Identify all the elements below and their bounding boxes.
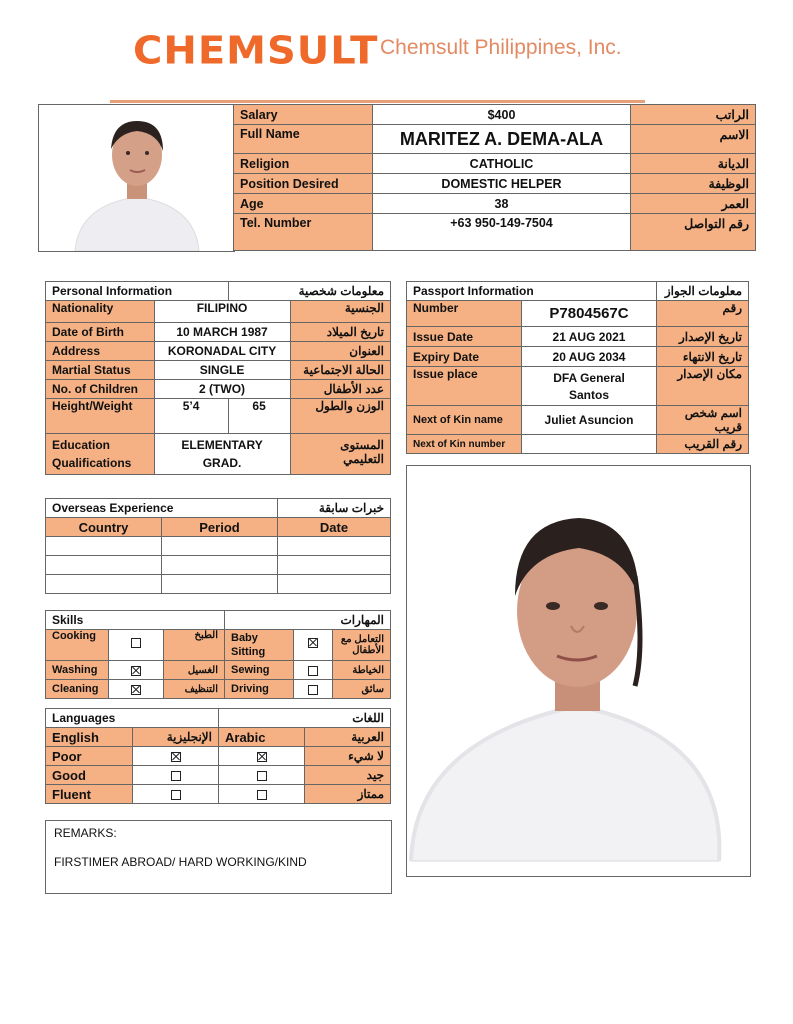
religion-label: Religion <box>234 154 373 174</box>
marital-label: Martial Status <box>46 361 155 380</box>
passport-number-value: P7804567C <box>522 301 657 327</box>
overseas-cell <box>278 537 391 556</box>
checkbox-empty <box>171 771 181 781</box>
issue-date-label-ar: تاريخ الإصدار <box>657 327 749 347</box>
tel-label-ar: رقم التواصل <box>631 214 756 251</box>
checkbox-checked <box>171 752 181 762</box>
address-value: KORONADAL CITY <box>154 342 290 361</box>
issue-place-label: Issue place <box>407 367 522 406</box>
small-photo-frame <box>38 104 235 252</box>
language-arabic-label-ar: العربية <box>305 728 391 747</box>
skill-washing-check <box>109 661 164 680</box>
education-label-line1: Education <box>52 438 111 452</box>
skill-sewing-label: Sewing <box>225 661 294 680</box>
checkbox-empty <box>171 790 181 800</box>
expiry-date-label: Expiry Date <box>407 347 522 367</box>
skill-washing-label: Washing <box>46 661 109 680</box>
overseas-cell <box>46 537 162 556</box>
overseas-cell <box>46 556 162 575</box>
height-weight-label-ar: الوزن والطول <box>290 399 390 434</box>
issue-place-value-line1: DFA General <box>553 370 625 385</box>
overseas-cell <box>162 537 278 556</box>
salary-label: Salary <box>234 105 373 125</box>
full-name-label: Full Name <box>234 125 373 154</box>
remarks-title: REMARKS: <box>54 826 117 840</box>
header-info-table <box>233 104 756 251</box>
skill-sewing-check <box>294 661 333 680</box>
checkbox-checked <box>131 685 141 695</box>
language-english-label-ar: الإنجليزية <box>133 728 219 747</box>
marital-label-ar: الحالة الاجتماعية <box>290 361 390 380</box>
personal-info-title: Personal Information <box>46 282 229 301</box>
personal-info-title-ar: معلومات شخصية <box>228 282 390 301</box>
level-good-label-ar: جيد <box>305 766 391 785</box>
overseas-cell <box>162 575 278 594</box>
languages-title: Languages <box>46 709 219 728</box>
dob-label-ar: تاريخ الميلاد <box>290 323 390 342</box>
religion-label-ar: الديانة <box>631 154 756 174</box>
checkbox-empty <box>308 666 318 676</box>
skill-baby-sitting-label-ar-line1: التعامل مع <box>340 634 384 645</box>
overseas-col-period: Period <box>162 518 278 537</box>
education-label-ar: المستوى التعليمي <box>290 434 390 475</box>
passport-info-table <box>406 281 749 454</box>
checkbox-checked <box>308 638 318 648</box>
children-value: 2 (TWO) <box>154 380 290 399</box>
children-label-ar: عدد الأطفال <box>290 380 390 399</box>
languages-table <box>45 708 391 804</box>
level-good-english-check <box>133 766 219 785</box>
checkbox-checked <box>131 666 141 676</box>
language-english-label: English <box>46 728 133 747</box>
overseas-title: Overseas Experience <box>46 499 278 518</box>
issue-place-label-ar: مكان الإصدار <box>657 367 749 406</box>
education-value-line1: ELEMENTARY <box>181 438 263 452</box>
large-photo-frame <box>406 465 751 877</box>
personal-info-table <box>45 281 391 475</box>
position-value: DOMESTIC HELPER <box>373 174 631 194</box>
overseas-cell <box>278 575 391 594</box>
skill-cooking-label: Cooking <box>46 630 109 661</box>
kin-number-label-ar: رقم القريب <box>657 435 749 454</box>
age-label: Age <box>234 194 373 214</box>
tel-label: Tel. Number <box>234 214 373 251</box>
education-label-line2: Qualifications <box>52 456 132 470</box>
skill-cooking-check <box>109 630 164 661</box>
languages-title-ar: اللغات <box>219 709 391 728</box>
skill-cleaning-label: Cleaning <box>46 680 109 699</box>
checkbox-empty <box>257 771 267 781</box>
expiry-date-value: 20 AUG 2034 <box>522 347 657 367</box>
skills-table <box>45 610 391 699</box>
passport-number-label: Number <box>407 301 522 327</box>
age-value: 38 <box>373 194 631 214</box>
skill-driving-label: Driving <box>225 680 294 699</box>
height-value: 5’4 <box>154 399 228 434</box>
overseas-cell <box>278 556 391 575</box>
level-fluent-label: Fluent <box>46 785 133 804</box>
checkbox-empty <box>131 638 141 648</box>
weight-value: 65 <box>228 399 290 434</box>
level-fluent-label-ar: ممتاز <box>305 785 391 804</box>
skill-cleaning-check <box>109 680 164 699</box>
checkbox-empty <box>257 790 267 800</box>
dob-label: Date of Birth <box>46 323 155 342</box>
small-applicant-photo <box>39 105 234 251</box>
kin-name-label: Next of Kin name <box>407 406 522 435</box>
company-name: Chemsult Philippines, Inc. <box>380 36 622 59</box>
marital-value: SINGLE <box>154 361 290 380</box>
skill-washing-label-ar: الغسيل <box>164 661 225 680</box>
nationality-label-ar: الجنسية <box>290 301 390 323</box>
dob-value: 10 MARCH 1987 <box>154 323 290 342</box>
education-value-line2: GRAD. <box>202 456 242 470</box>
skills-title-ar: المهارات <box>225 611 391 630</box>
position-label-ar: الوظيفة <box>631 174 756 194</box>
skill-driving-check <box>294 680 333 699</box>
skill-sewing-label-ar: الخياطة <box>333 661 391 680</box>
tel-value: +63 950-149-7504 <box>373 214 631 251</box>
overseas-title-ar: خبرات سابقة <box>278 499 391 518</box>
company-logo: CHEMSULT <box>133 29 379 73</box>
overseas-col-country: Country <box>46 518 162 537</box>
checkbox-checked <box>257 752 267 762</box>
full-name-value: MARITEZ A. DEMA-ALA <box>373 125 631 154</box>
skill-driving-label-ar: سائق <box>333 680 391 699</box>
nationality-value: FILIPINO <box>154 301 290 323</box>
checkbox-empty <box>308 685 318 695</box>
level-fluent-english-check <box>133 785 219 804</box>
salary-label-ar: الراتب <box>631 105 756 125</box>
kin-name-label-ar: اسم شخص قريب <box>657 406 749 435</box>
overseas-col-date: Date <box>278 518 391 537</box>
expiry-date-label-ar: تاريخ الانتهاء <box>657 347 749 367</box>
passport-info-title: Passport Information <box>407 282 657 301</box>
passport-info-title-ar: معلومات الجواز <box>657 282 749 301</box>
passport-number-label-ar: رقم <box>657 301 749 327</box>
children-label: No. of Children <box>46 380 155 399</box>
level-fluent-arabic-check <box>219 785 305 804</box>
issue-date-label: Issue Date <box>407 327 522 347</box>
salary-value: $400 <box>373 105 631 125</box>
skill-baby-sitting-label-ar-line2: الأطفال <box>352 645 384 656</box>
issue-date-value: 21 AUG 2021 <box>522 327 657 347</box>
kin-number-value <box>522 435 657 454</box>
level-poor-label: Poor <box>46 747 133 766</box>
skill-baby-sitting-label-line2: Sitting <box>231 646 266 658</box>
address-label-ar: العنوان <box>290 342 390 361</box>
full-name-label-ar: الاسم <box>631 125 756 154</box>
skills-title: Skills <box>46 611 225 630</box>
overseas-experience-table <box>45 498 391 594</box>
religion-value: CATHOLIC <box>373 154 631 174</box>
level-good-arabic-check <box>219 766 305 785</box>
nationality-label: Nationality <box>46 301 155 323</box>
level-poor-label-ar: لا شيء <box>305 747 391 766</box>
kin-name-value: Juliet Asuncion <box>522 406 657 435</box>
skill-cooking-label-ar: الطبخ <box>164 630 225 661</box>
address-label: Address <box>46 342 155 361</box>
header-divider <box>110 100 645 103</box>
overseas-cell <box>162 556 278 575</box>
remarks-box <box>45 820 392 894</box>
position-label: Position Desired <box>234 174 373 194</box>
skill-baby-sitting-check <box>294 630 333 661</box>
level-poor-english-check <box>133 747 219 766</box>
language-arabic-label: Arabic <box>219 728 305 747</box>
overseas-cell <box>46 575 162 594</box>
issue-place-value-line2: Santos <box>568 387 609 402</box>
skill-baby-sitting-label-line1: Baby <box>231 632 258 644</box>
level-poor-arabic-check <box>219 747 305 766</box>
large-applicant-photo <box>407 466 750 876</box>
skill-cleaning-label-ar: التنظيف <box>164 680 225 699</box>
remarks-text: FIRSTIMER ABROAD/ HARD WORKING/KIND <box>54 855 307 869</box>
kin-number-label: Next of Kin number <box>407 435 522 454</box>
height-weight-label: Height/Weight <box>46 399 155 434</box>
age-label-ar: العمر <box>631 194 756 214</box>
level-good-label: Good <box>46 766 133 785</box>
